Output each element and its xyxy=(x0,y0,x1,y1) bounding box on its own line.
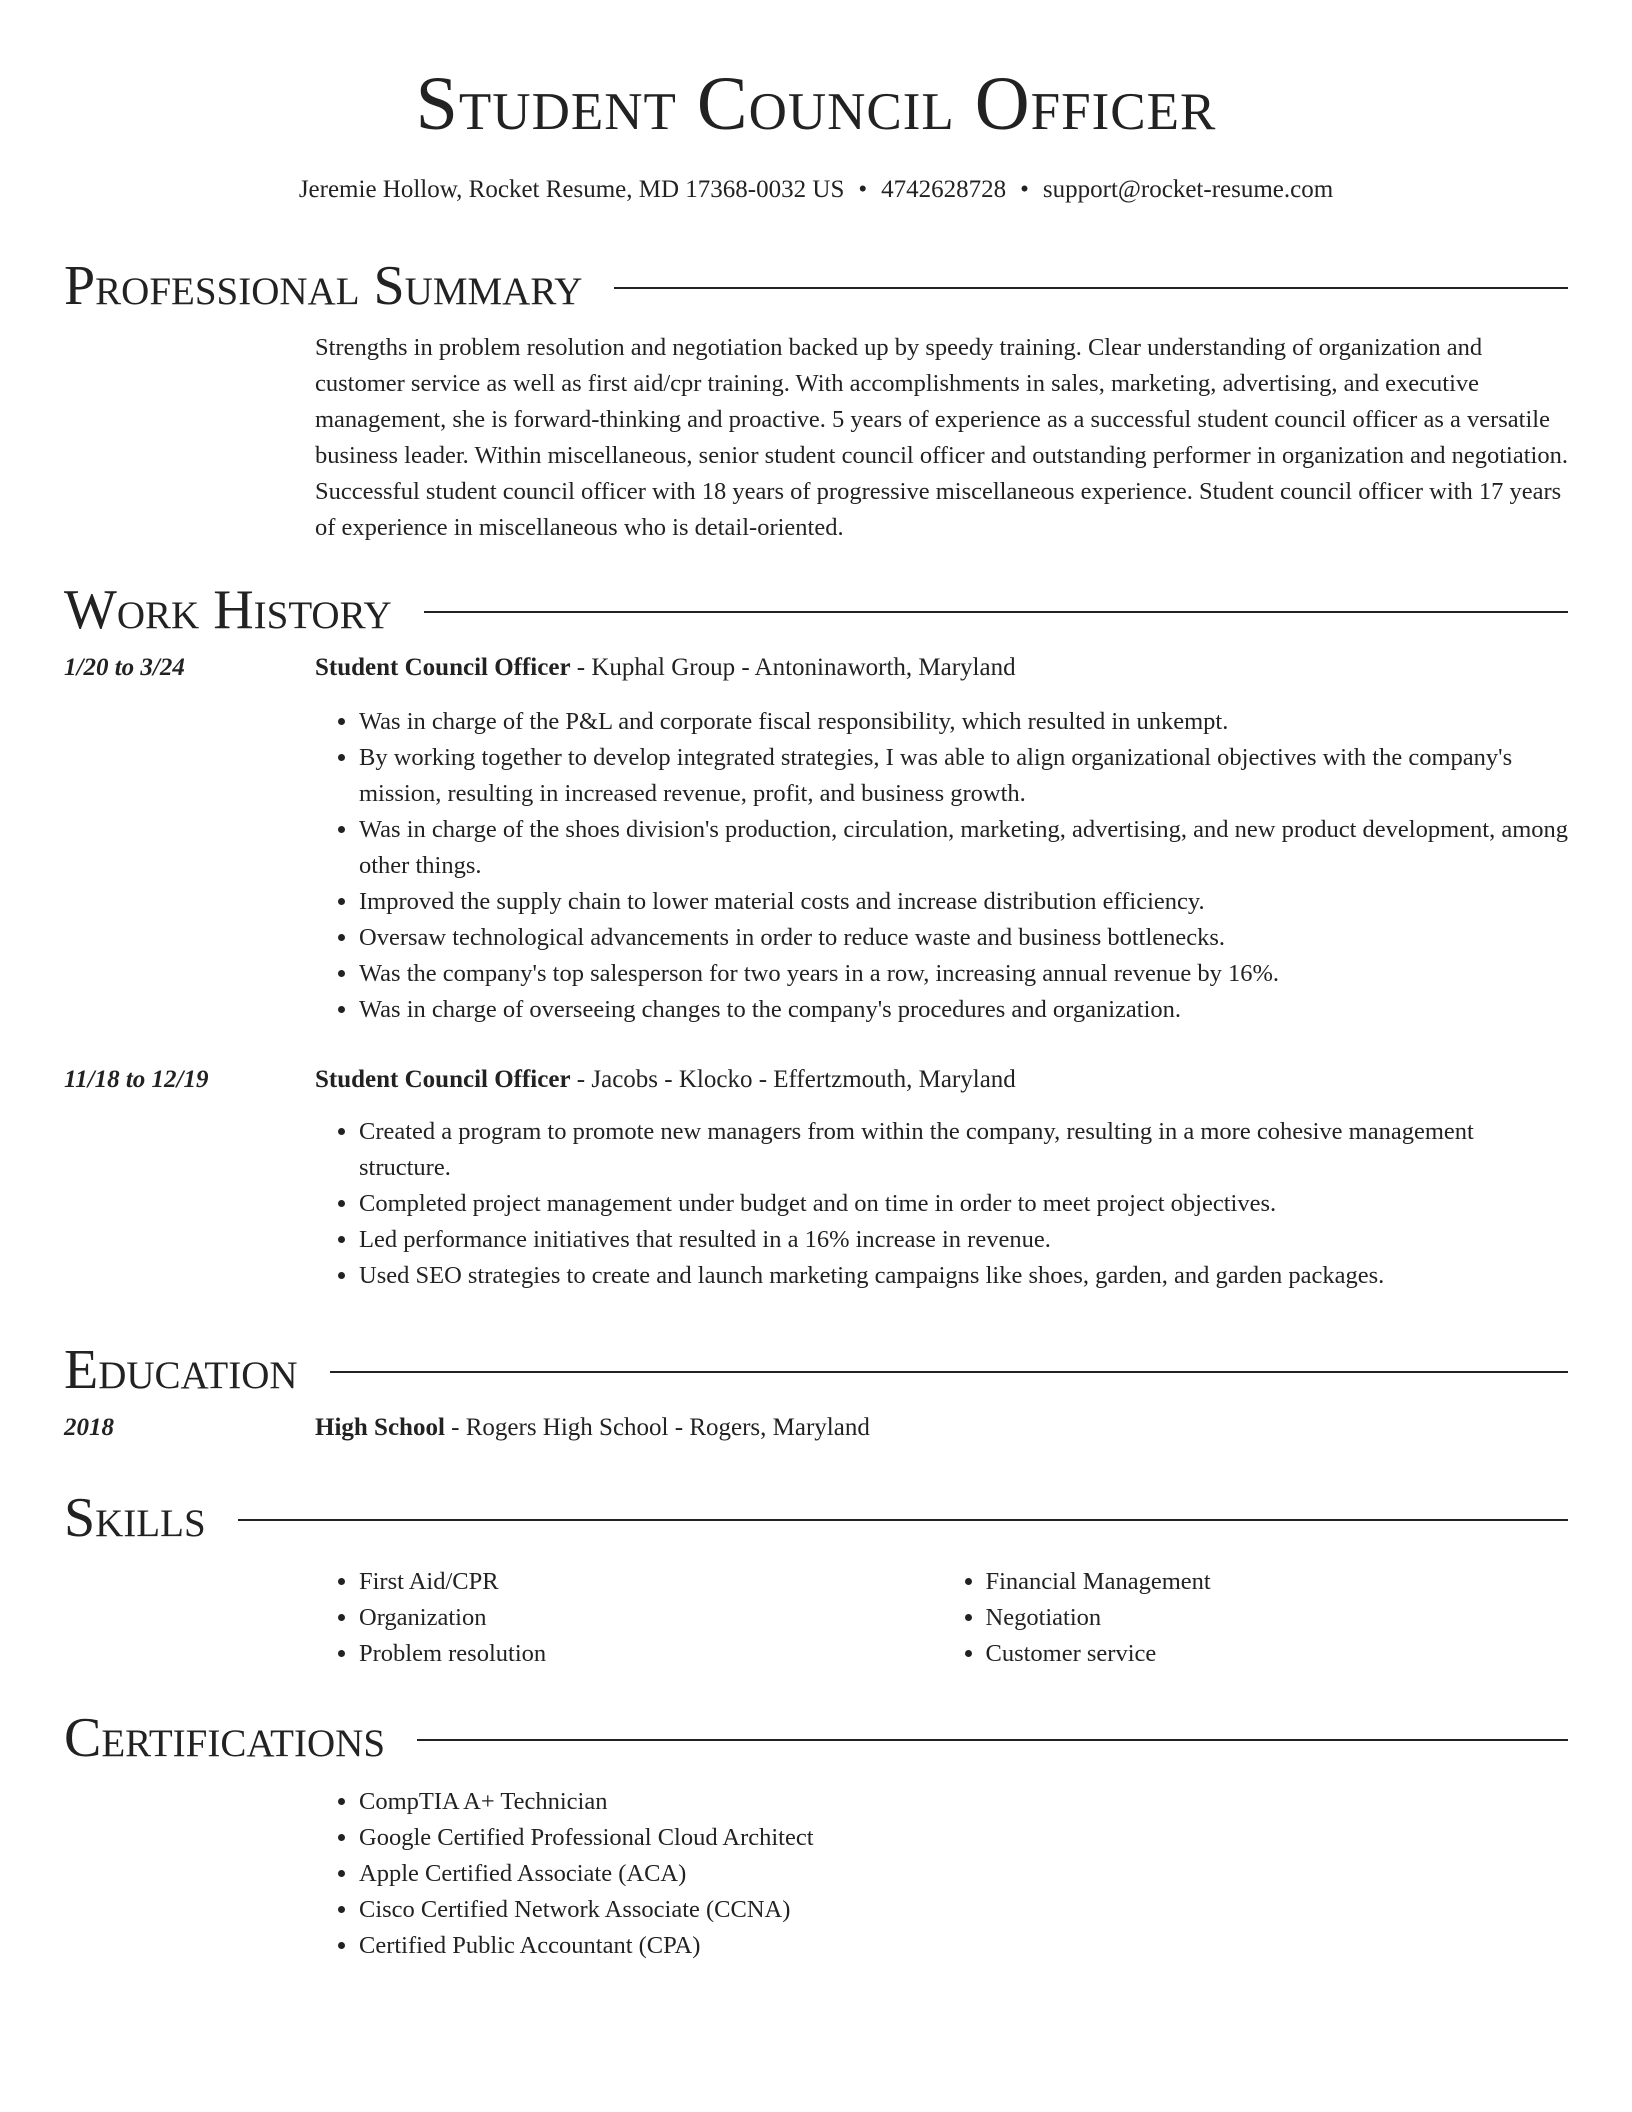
section-divider xyxy=(238,1519,1568,1521)
job-bullet: • Improved the supply chain to lower material costs and increase distribution efficiency. xyxy=(359,884,1568,920)
certification-item: • Google Certified Professional Cloud Architect xyxy=(359,1820,1568,1856)
education-year: 2018 xyxy=(64,1414,114,1441)
work-history-section xyxy=(64,578,1568,1294)
job-heading xyxy=(315,650,1568,686)
education-degree: High School xyxy=(315,1414,445,1441)
skills-list-left xyxy=(315,1564,942,1672)
job-title: Student Council Officer xyxy=(315,1066,571,1093)
section-divider xyxy=(330,1371,1568,1373)
skill-item: • Negotiation xyxy=(986,1600,1569,1636)
job-bullet: • Led performance initiatives that resulted in a 16% increase in revenue. xyxy=(359,1222,1568,1258)
job-heading xyxy=(315,1062,1568,1098)
contact-line xyxy=(0,174,1632,206)
skills-heading xyxy=(64,1486,1568,1550)
job-details: - Jacobs - Klocko - Effertzmouth, Maryland xyxy=(570,1066,1016,1093)
education-heading xyxy=(64,1338,1568,1402)
education-entry xyxy=(64,1410,1568,1446)
skill-item: • First Aid/CPR xyxy=(359,1564,942,1600)
skills-list-right xyxy=(942,1564,1569,1672)
job-dates: 11/18 to 12/19 xyxy=(64,1066,209,1093)
summary-heading xyxy=(64,254,1568,318)
job-bullet: • Completed project management under budget and on time in order to meet project objectives. xyxy=(359,1186,1568,1222)
job-dates: 1/20 to 3/24 xyxy=(64,654,185,681)
certifications-list xyxy=(315,1784,1568,1964)
section-title: Certifications xyxy=(64,1707,386,1769)
certification-item: • Cisco Certified Network Associate (CCNA) xyxy=(359,1892,1568,1928)
contact-separator: • xyxy=(1020,176,1029,203)
contact-separator: • xyxy=(858,176,868,203)
job-bullet: • Used SEO strategies to create and launch marketing campaigns like shoes, garden, and garden packages. xyxy=(359,1258,1568,1294)
job-body xyxy=(315,1062,1568,1294)
job-bullet: • Created a program to promote new managers from within the company, resulting in a more cohesive management structure. xyxy=(359,1114,1568,1186)
skill-item: • Organization xyxy=(359,1600,942,1636)
contact-email: support@rocket-resume.com xyxy=(1042,176,1334,203)
job-bullet: • Was in charge of the P&L and corporate fiscal responsibility, which resulted in unkempt. xyxy=(359,704,1568,740)
job-bullet-list xyxy=(315,1114,1568,1294)
job-details: - Kuphal Group - Antoninaworth, Maryland xyxy=(570,654,1016,681)
certifications-heading xyxy=(64,1706,1568,1770)
contact-phone: 4742628728 xyxy=(881,176,1007,203)
summary-text: Strengths in problem resolution and negotiation backed up by speedy training. Clear understanding of organization and customer service as well as first aid/cpr training. With accomplishments in sales, marketing, advertising, and executive management, she is forward-thinking and proactive. 5 years of experience as a successful student council officer as a versatile business leader. Within miscellaneous, senior student council officer and outstanding performer in organization and negotiation. Successful student council officer with 18 years of progressive miscellaneous experience. Student council officer with 17 years of experience in miscellaneous who is detail-oriented. xyxy=(315,334,1568,541)
certifications-section xyxy=(64,1706,1568,1964)
job-bullet: • Was in charge of overseeing changes to the company's procedures and organization. xyxy=(359,992,1568,1028)
section-title: Education xyxy=(64,1339,298,1401)
job-bullet: • Was in charge of the shoes division's production, circulation, marketing, advertising, and new product development, among other things. xyxy=(359,812,1568,884)
section-title: Professional Summary xyxy=(64,255,583,317)
skill-item: • Customer service xyxy=(986,1636,1569,1672)
job-entry xyxy=(64,1062,1568,1294)
job-entry xyxy=(64,650,1568,1028)
section-divider xyxy=(614,287,1568,289)
section-divider xyxy=(417,1739,1568,1741)
job-bullet-list xyxy=(315,704,1568,1028)
certification-item: • Apple Certified Associate (ACA) xyxy=(359,1856,1568,1892)
certification-item: • Certified Public Accountant (CPA) xyxy=(359,1928,1568,1964)
job-bullet: • Was the company's top salesperson for two years in a row, increasing annual revenue by 16%. xyxy=(359,956,1568,992)
section-title: Work History xyxy=(64,579,392,641)
skills-section xyxy=(64,1486,1568,1672)
education-section xyxy=(64,1338,1568,1446)
skill-item: • Problem resolution xyxy=(359,1636,942,1672)
job-title: Student Council Officer xyxy=(315,654,571,681)
work-history-heading xyxy=(64,578,1568,642)
job-body xyxy=(315,650,1568,1028)
resume-title: Student Council Officer xyxy=(415,62,1217,146)
education-body xyxy=(315,1410,1568,1446)
skill-item: • Financial Management xyxy=(986,1564,1569,1600)
certification-item: • CompTIA A+ Technician xyxy=(359,1784,1568,1820)
education-details: - Rogers High School - Rogers, Maryland xyxy=(444,1414,870,1441)
section-title: Skills xyxy=(64,1487,206,1549)
section-divider xyxy=(424,611,1568,613)
job-bullet: • By working together to develop integrated strategies, I was able to align organizational objectives with the company's mission, resulting in increased revenue, profit, and business growth. xyxy=(359,740,1568,812)
skills-grid xyxy=(315,1564,1568,1672)
summary-section xyxy=(64,254,1568,546)
contact-address: Jeremie Hollow, Rocket Resume, MD 17368-0032 US xyxy=(298,176,845,203)
job-bullet: • Oversaw technological advancements in order to reduce waste and business bottlenecks. xyxy=(359,920,1568,956)
